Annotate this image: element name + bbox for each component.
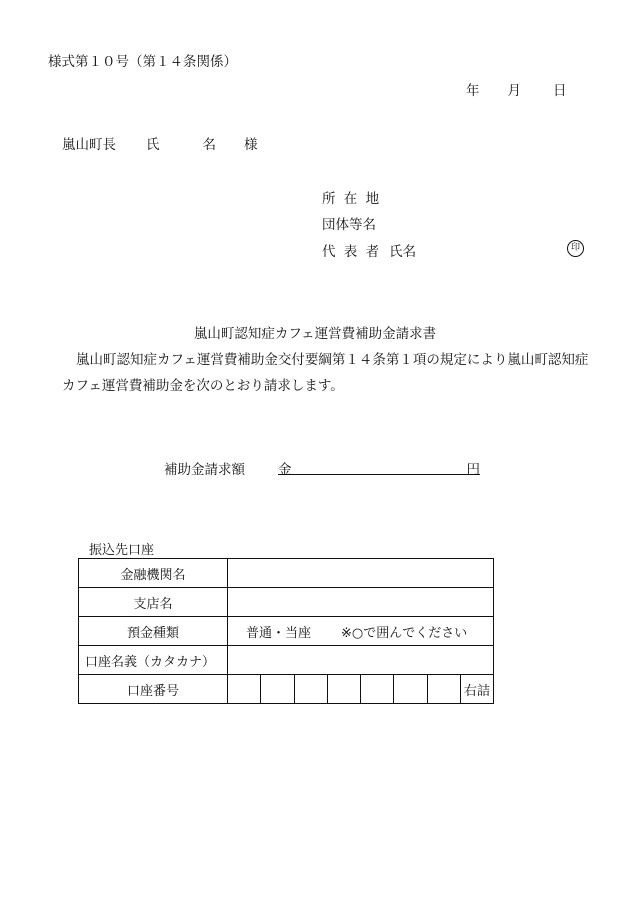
addressee-title: 嵐山町長 [62,137,116,153]
date-month-label: 月 [507,83,521,99]
bank-caption: 振込先口座 [89,543,155,558]
right-justify-note: 右詰 [460,675,493,704]
account-type-note: ※○で囲んでください [341,625,468,641]
table-row [79,588,494,617]
account-type-label: 預金種類 [79,617,228,646]
table-row [79,559,494,588]
date-day-label: 日 [553,83,567,99]
account-holder-field[interactable] [228,646,494,675]
account-number-digit[interactable] [327,675,360,704]
branch-field[interactable] [228,588,494,617]
amount-field[interactable] [278,456,480,478]
account-number-digit[interactable] [427,675,460,704]
account-number-digit[interactable] [294,675,327,704]
account-type-options: 普通・当座 [246,625,312,641]
branch-label: 支店名 [79,588,228,617]
table-row [79,617,494,646]
applicant-org-label: 団体等名 [322,217,376,233]
addressee-sama: 様 [244,137,258,153]
addressee-mei: 名 [202,137,216,153]
account-number-digit[interactable] [228,675,261,704]
institution-field[interactable] [228,559,494,588]
bank-account-table [78,558,494,704]
date-year-label: 年 [466,83,480,99]
account-holder-label: 口座名義（カタカナ） [79,646,228,675]
document-title: 嵐山町認知症カフェ運営費補助金請求書 [193,326,437,342]
amount-prefix: 金 [278,462,292,478]
body-text: 嵐山町認知症カフェ運営費補助金交付要綱第１４条第１項の規定により嵐山町認知症カフェ運営費補助金を次のとおり請求します。 [62,352,589,394]
table-row [79,675,494,704]
form-number: 様式第１０号（第１４条関係） [48,54,237,70]
applicant-rep-row [322,240,416,260]
applicant-rep-label: 代 表 者 [322,244,382,260]
date-line [466,79,567,99]
account-number-digit[interactable] [361,675,394,704]
account-number-digit[interactable] [261,675,294,704]
table-row [79,646,494,675]
addressee-shi: 氏 [146,137,160,153]
amount-label: 補助金請求額 [164,462,245,478]
account-type-field[interactable] [228,617,494,646]
applicant-name-label: 氏名 [389,244,417,260]
institution-label: 金融機関名 [79,559,228,588]
seal-icon: 印 [567,240,584,257]
account-number-label: 口座番号 [79,675,228,704]
applicant-address-label: 所 在 地 [322,191,382,207]
addressee [62,133,258,153]
amount-unit: 円 [466,462,480,478]
account-number-digit[interactable] [394,675,427,704]
